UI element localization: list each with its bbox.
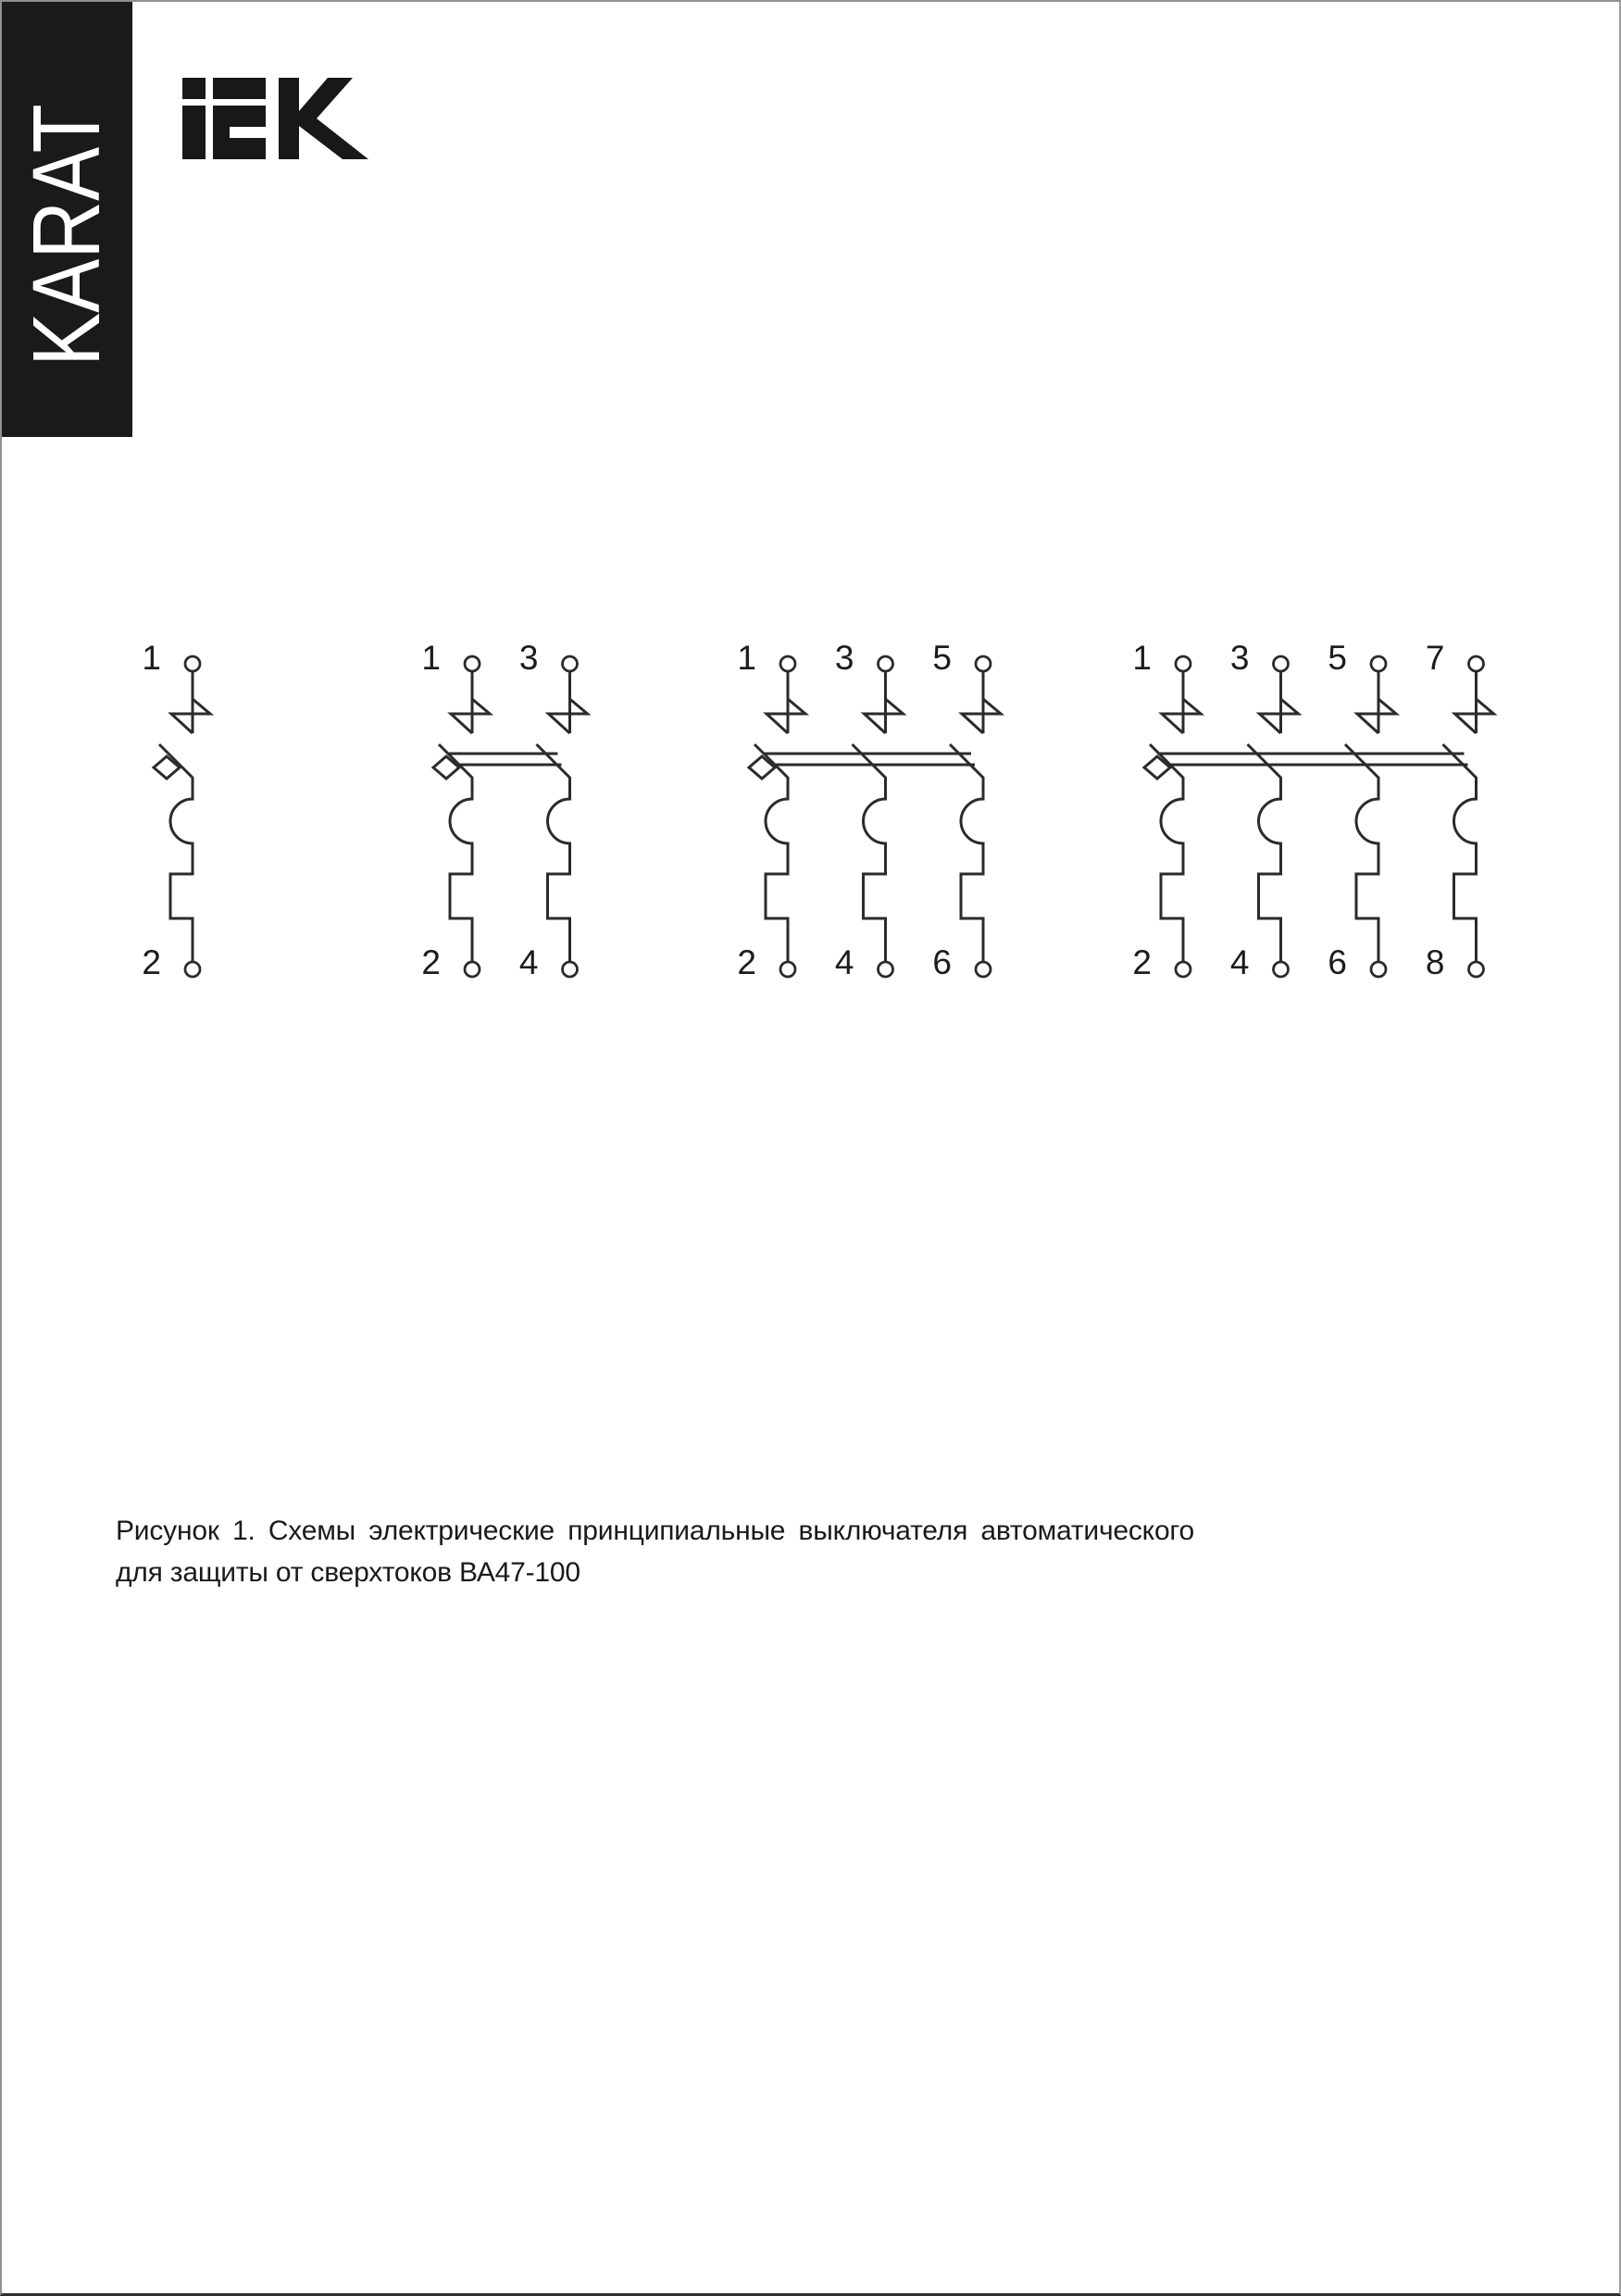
series-banner-label: KARAT [13, 104, 120, 367]
free-release-symbol [1455, 699, 1494, 733]
logo-e-top-bar [213, 78, 266, 99]
top-terminal-circle [879, 656, 893, 671]
bottom-terminal-circle [1176, 962, 1191, 977]
pole-body-path [537, 744, 570, 962]
free-release-symbol [1357, 699, 1396, 733]
free-release-symbol [1260, 699, 1299, 733]
top-terminal-circle [780, 656, 795, 671]
bottom-terminal-number: 2 [421, 943, 441, 981]
bottom-terminal-number: 4 [1229, 943, 1250, 981]
bottom-terminal-circle [563, 962, 578, 977]
top-terminal-number: 3 [518, 639, 539, 677]
top-terminal-number: 5 [932, 639, 952, 677]
top-terminal-circle [976, 656, 991, 671]
top-terminal-circle [185, 656, 200, 671]
breaker-diagram-4p [1132, 639, 1493, 981]
figure-caption-line2: для защиты от сверхтоков ВА47-100 [116, 1557, 580, 1588]
top-terminal-circle [1176, 656, 1191, 671]
logo-e-lower-block [213, 106, 266, 159]
bottom-terminal-number: 2 [1132, 943, 1152, 981]
bottom-terminal-number: 2 [142, 943, 161, 981]
top-terminal-circle [563, 656, 578, 671]
bottom-terminal-circle [185, 962, 200, 977]
bottom-terminal-circle [465, 962, 480, 977]
breaker-pole [1132, 639, 1201, 981]
pole-body-path [1248, 744, 1281, 962]
breaker-pole [835, 639, 904, 981]
bottom-terminal-number: 6 [1328, 943, 1347, 981]
top-terminal-number: 1 [142, 639, 161, 677]
bottom-terminal-number: 6 [932, 943, 952, 981]
bottom-terminal-number: 2 [737, 943, 756, 981]
pole-body-path [950, 744, 983, 962]
bottom-terminal-circle [976, 962, 991, 977]
bottom-terminal-circle [879, 962, 893, 977]
breaker-pole [1230, 639, 1299, 981]
free-release-symbol [865, 699, 904, 733]
top-terminal-number: 7 [1425, 639, 1445, 677]
free-release-symbol [962, 699, 1001, 733]
bottom-terminal-circle [1469, 962, 1484, 977]
bottom-terminal-number: 4 [518, 943, 539, 981]
top-terminal-circle [465, 656, 480, 671]
bottom-terminal-circle [1371, 962, 1386, 977]
breaker-pole [1328, 639, 1396, 981]
breaker-diagram-2p [421, 639, 587, 981]
bottom-terminal-circle [1274, 962, 1289, 977]
schematics-canvas [2, 604, 1621, 1048]
logo-i-stem [182, 106, 206, 159]
free-release-symbol [171, 699, 210, 733]
bottom-terminal-number: 4 [834, 943, 854, 981]
series-banner [2, 2, 132, 437]
breaker-pole [1426, 639, 1494, 981]
free-release-symbol [1162, 699, 1201, 733]
top-terminal-number: 3 [834, 639, 854, 677]
top-terminal-circle [1274, 656, 1289, 671]
breaker-pole [519, 639, 588, 981]
breaker-pole [932, 639, 1001, 981]
logo-i-dot [182, 78, 206, 99]
breaker-diagram-1p [142, 639, 210, 981]
free-release-symbol [767, 699, 805, 733]
free-release-symbol [451, 699, 490, 733]
top-terminal-circle [1371, 656, 1386, 671]
breaker-diagram-3p [737, 639, 1001, 981]
top-terminal-number: 1 [421, 639, 441, 677]
breaker-pole [142, 639, 210, 981]
bottom-terminal-circle [780, 962, 795, 977]
figure-caption [116, 1510, 1194, 1593]
breaker-pole [421, 639, 490, 981]
top-terminal-number: 3 [1229, 639, 1250, 677]
iek-logo [173, 67, 372, 168]
free-release-symbol [549, 699, 588, 733]
pole-body-path [1345, 744, 1378, 962]
bottom-terminal-number: 8 [1425, 943, 1445, 981]
logo-k-letter [279, 78, 368, 159]
pole-body-path [1443, 744, 1477, 962]
pole-body-path [853, 744, 886, 962]
top-terminal-circle [1469, 656, 1484, 671]
top-terminal-number: 5 [1328, 639, 1347, 677]
breaker-pole [737, 639, 805, 981]
figure-caption-line1: Рисунок 1. Схемы электрические принципиальные выключателя автоматического [116, 1516, 1194, 1546]
top-terminal-number: 1 [737, 639, 756, 677]
top-terminal-number: 1 [1132, 639, 1152, 677]
